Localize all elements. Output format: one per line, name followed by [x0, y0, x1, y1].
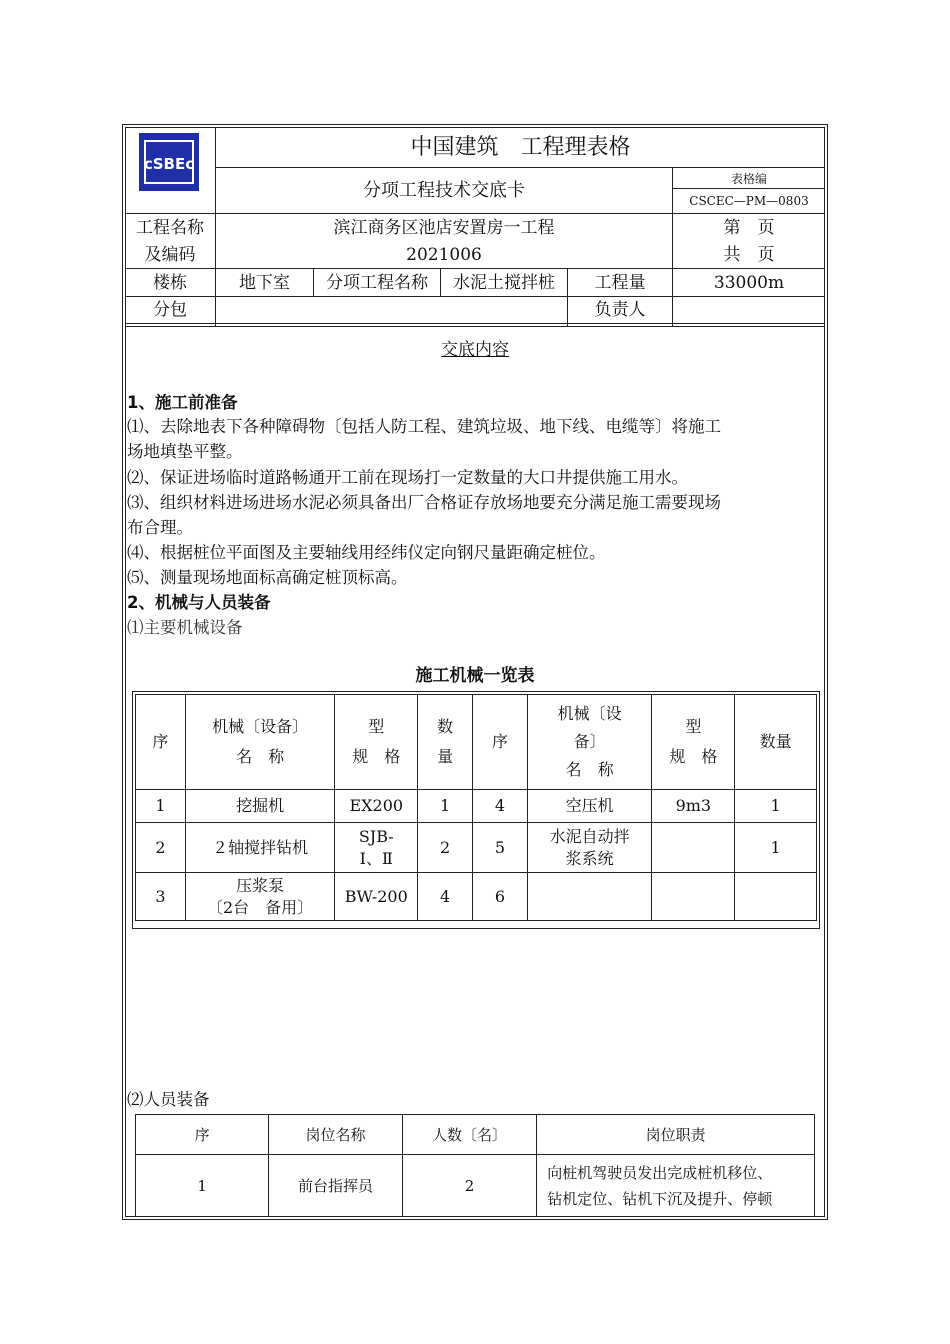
staff-cell-seq: 1	[136, 1155, 269, 1217]
project-name: 滨江商务区池店安置房一工程	[333, 217, 555, 238]
section-2-title: 2、机械与人员装备	[127, 593, 271, 612]
item-1-line-2: 场地填垫平整。	[127, 442, 243, 461]
cell-spec-2: 9m3	[652, 790, 735, 823]
subcontract-value	[216, 297, 567, 323]
item-3-line-2: 布合理。	[127, 518, 193, 537]
cell-spec-2	[652, 823, 735, 873]
grid-line	[125, 326, 825, 327]
header-spec2-2: 规 格	[669, 747, 718, 766]
cell-name: 挖掘机	[185, 790, 334, 823]
cell-seq-2: 6	[473, 873, 528, 921]
staff-cell-post: 前台指挥员	[269, 1155, 402, 1217]
cell-spec: BW-200	[335, 873, 418, 921]
header-qty-1: 数	[437, 717, 454, 736]
header-name2-2: 备〕	[573, 732, 606, 751]
item-5: ⑸、测量现场地面标高确定桩顶标高。	[127, 568, 408, 587]
project-label-2: 及编码	[144, 244, 196, 265]
cell-qty-2: 1	[735, 790, 817, 823]
header-spec-2: 规 格	[352, 747, 401, 766]
content-heading: 交底内容	[441, 340, 509, 360]
header-qty-2: 量	[437, 747, 454, 766]
cscec-logo	[139, 133, 199, 191]
cell-name-2b: 浆系统	[565, 848, 614, 868]
item-3-line-1: ⑶、组织材料进场进场水泥必须具备出厂合格证存放场地要充分满足施工需要现场	[127, 493, 721, 512]
project-code: 2021006	[406, 244, 482, 265]
staff-header-duty: 岗位职责	[537, 1115, 815, 1155]
staff-cell-duty-2: 钻机定位、钻机下沉及提升、停顿	[547, 1189, 773, 1208]
staff-cell-duty-1: 向桩机驾驶员发出完成桩机移位、	[547, 1163, 773, 1182]
table-row	[136, 790, 817, 823]
table-row	[136, 823, 817, 873]
staff-table	[135, 1114, 815, 1217]
cell-spec: SJB-	[358, 826, 394, 846]
cell-seq: 2	[136, 823, 186, 873]
item-1-line-1: ⑴、去除地表下各种障碍物〔包括人防工程、建筑垃圾、地下线、电缆等〕将施工	[127, 417, 721, 436]
quantity-label: 工程量	[594, 272, 646, 293]
cell-seq-2: 4	[473, 790, 528, 823]
staff-header-seq: 序	[136, 1115, 269, 1155]
cell-name-b: 〔2台 备用〕	[206, 897, 314, 917]
header-seq: 序	[136, 695, 186, 790]
cell-spec-2	[652, 873, 735, 921]
machine-table	[135, 694, 817, 921]
form-no-label: 表格编	[730, 172, 767, 186]
machines-subtitle: ⑴主要机械设备	[127, 618, 243, 637]
header-qty-2-col: 数量	[735, 695, 817, 790]
cell-name-2: 空压机	[527, 790, 652, 823]
page-number: 第 页	[723, 217, 775, 238]
cell-qty: 1	[418, 790, 473, 823]
header-seq-2: 序	[473, 695, 528, 790]
cell-qty-2	[735, 873, 817, 921]
section-1-title: 1、施工前准备	[127, 393, 238, 412]
cell-spec-b: Ⅰ、Ⅱ	[359, 848, 393, 868]
staff-header-count: 人数〔名〕	[402, 1115, 537, 1155]
cell-seq-2: 5	[473, 823, 528, 873]
item-2: ⑵、保证进场临时道路畅通开工前在现场打一定数量的大口井提供施工用水。	[127, 468, 688, 487]
person-label: 负责人	[594, 300, 646, 320]
machine-table-title: 施工机械一览表	[415, 666, 535, 686]
logo-text: cSBEc	[143, 155, 195, 173]
cell-qty-2: 1	[735, 823, 817, 873]
building-value: 地下室	[239, 272, 290, 293]
header-name-1: 机械〔设备〕	[212, 717, 309, 736]
table-row	[136, 873, 817, 921]
form-title: 中国建筑 工程理表格	[410, 134, 631, 160]
quantity-value: 33000m	[713, 272, 785, 293]
subcontract-label: 分包	[153, 300, 187, 320]
staff-cell-count: 2	[402, 1155, 537, 1217]
cell-seq: 1	[136, 790, 186, 823]
person-value	[673, 297, 825, 323]
building-label: 楼栋	[153, 272, 187, 293]
cell-qty: 4	[418, 873, 473, 921]
subitem-value: 水泥土搅拌桩	[453, 272, 555, 293]
grid-line	[125, 323, 825, 324]
header-name-2: 名 称	[236, 747, 285, 766]
cell-qty: 2	[418, 823, 473, 873]
logo-mark-icon	[143, 139, 195, 185]
page-total: 共 页	[723, 244, 775, 265]
cell-name-2: 水泥自动拌	[549, 826, 630, 846]
header-name2-3: 名 称	[565, 760, 614, 779]
cell-name: ２轴搅拌钻机	[185, 823, 334, 873]
cell-spec: EX200	[335, 790, 418, 823]
form-no: CSCEC—PM—0803	[689, 194, 809, 208]
cell-name-2	[527, 873, 652, 921]
staff-header-post: 岗位名称	[269, 1115, 402, 1155]
staff-subtitle: ⑵人员装备	[127, 1090, 210, 1109]
table-row	[136, 1155, 815, 1217]
cell-name: 压浆泵	[236, 875, 285, 895]
form-subtitle: 分项工程技术交底卡	[363, 179, 525, 201]
cell-seq: 3	[136, 873, 186, 921]
subitem-label: 分项工程名称	[326, 272, 428, 293]
header-spec-1: 型	[368, 717, 385, 736]
item-4: ⑷、根据桩位平面图及主要轴线用经纬仪定向钢尺量距确定桩位。	[127, 543, 606, 562]
header-spec2-1: 型	[685, 717, 702, 736]
header-name2-1: 机械〔设	[557, 704, 622, 723]
project-label-1: 工程名称	[136, 217, 204, 238]
